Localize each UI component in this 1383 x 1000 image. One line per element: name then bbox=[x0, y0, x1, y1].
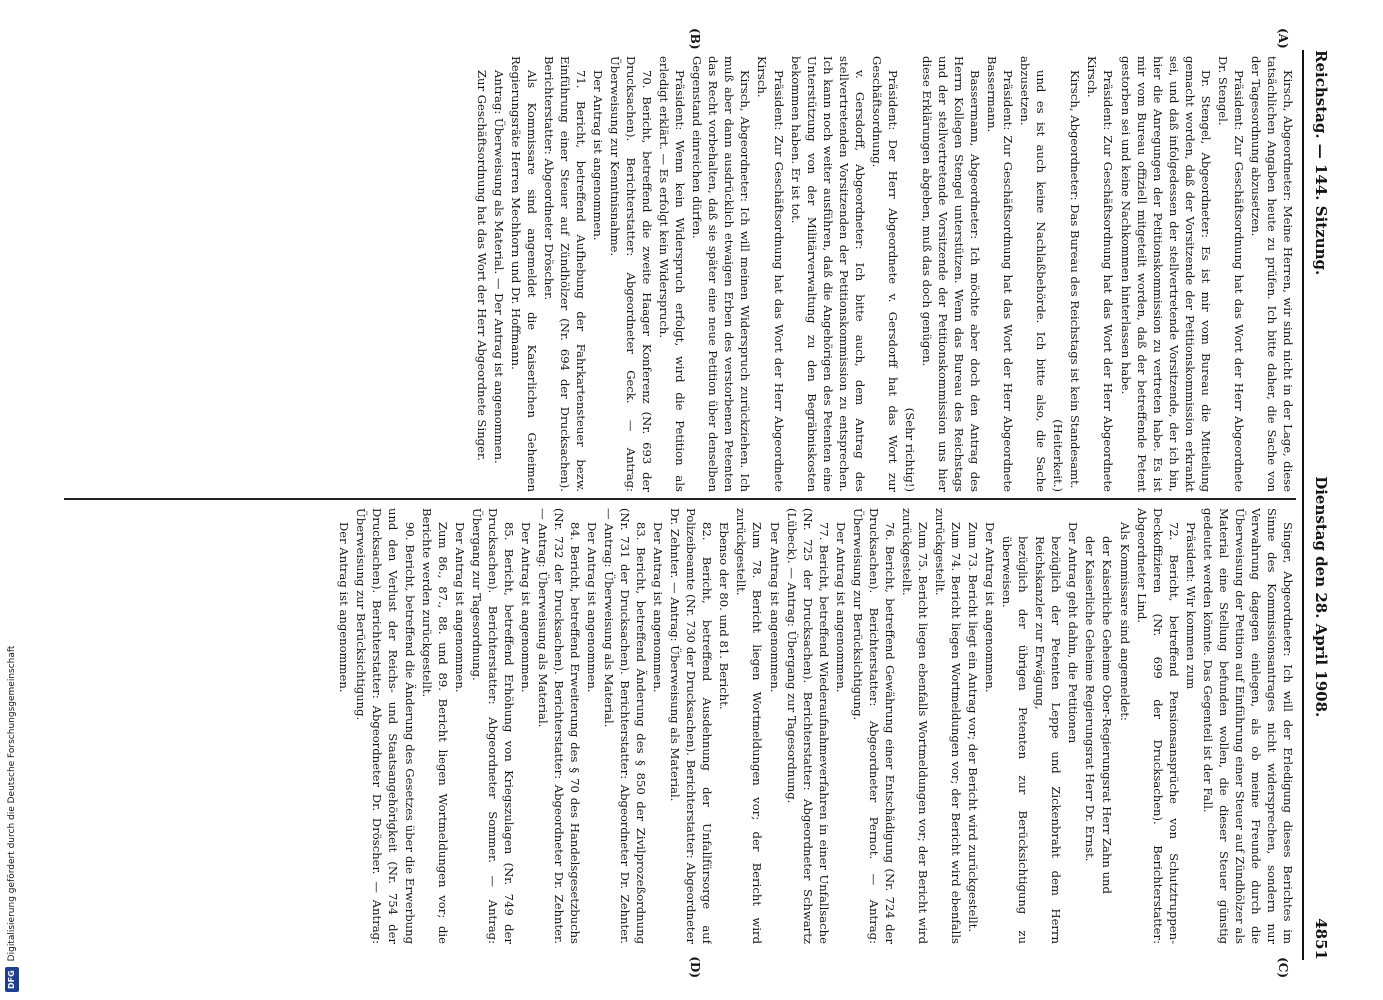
paragraph: der Kaiserliche Geheime Regierungsrat Herr Dr. Ernst. bbox=[1082, 536, 1097, 862]
paragraph: Der Antrag ist angenommen. bbox=[452, 522, 467, 693]
paragraph: Als Kommissare sind angemeldet die Kaiserlichen Geheimen Regierungsräte Herren Mechhorn und Dr. Hoffmann. bbox=[508, 56, 539, 492]
paragraph: Kirsch, Abgeordneter: Das Bureau des Reichstags ist kein Standesamt. bbox=[1067, 70, 1082, 489]
paragraph: Präsident: Zur Geschäftsordnung hat das Wort der Herr Abgeordnete Kirsch. bbox=[755, 56, 786, 492]
margin-marker-d: (D) bbox=[687, 956, 702, 978]
dfg-logo: DFG bbox=[5, 967, 19, 992]
paragraph: Zum 74. Bericht liegen Wortmeldungen vor; der Bericht wird ebenfalls zurückgestellt. bbox=[932, 508, 963, 944]
paragraph: Als Kommissare sind angemeldet: bbox=[1117, 522, 1132, 721]
paragraph: Zur Geschäftsordnung hat das Wort der Herr Abgeordnete Singer. bbox=[474, 70, 489, 461]
right-column bbox=[64, 508, 1296, 944]
page-header bbox=[1308, 50, 1334, 960]
paragraph: Kirsch, Abgeordneter: Meine Herren, wir sind nicht in der Lage, diese tatsächlichen Angaben heute zu prüfen. Ich bitte daher, die Sache von der Tagesordnung abzusetzen. bbox=[1248, 56, 1295, 492]
paragraph: Der Antrag ist angenommen. bbox=[650, 522, 665, 693]
paragraph: Präsident: Der Herr Abgeordnete v. Gersdorff hat das Wort zur Geschäftsordnung. bbox=[869, 56, 900, 492]
paragraph: Der Antrag ist angenommen. bbox=[833, 522, 848, 693]
margin-marker-a: (A) bbox=[1275, 28, 1290, 49]
paragraph: Zum 75. Bericht liegen ebenfalls Wortmeldungen vor; der Bericht wird zurückgestellt. bbox=[899, 508, 930, 944]
paragraph: Antrag: Überweisung als Material. — Der Antrag ist angenommen. bbox=[491, 70, 506, 464]
paragraph: und es ist auch keine Nachlaßbehörde. Ich bitte also, die Sache abzusetzen. bbox=[1017, 56, 1048, 492]
paragraph: Präsident: Zur Geschäftsordnung hat das Wort der Herr Abgeordnete Kirsch. bbox=[1084, 56, 1115, 492]
footer-credit bbox=[2, 0, 22, 1000]
margin-marker-c: (C) bbox=[1275, 957, 1290, 978]
page-number: 4851 bbox=[1311, 918, 1330, 960]
header-rule bbox=[1302, 50, 1304, 960]
margin-marker-b: (B) bbox=[687, 28, 702, 50]
header-left: Reichstag. — 144. Sitzung. bbox=[1311, 50, 1330, 276]
footer-text: Digitalisierung gefördert durch die Deutsche Forschungsgemeinschaft bbox=[7, 645, 17, 962]
paragraph: 85. Bericht, betreffend Erhöhung von Kriegszulagen (Nr. 749 der Drucksachen). Berichterstatter: Abgeordneter Sommer. — Antrag: Übergang zur Tagesordnung. bbox=[469, 508, 516, 944]
paragraph: 72. Bericht, betreffend Pensionsansprüche von Schutztruppen-Deckoffizieren (Nr. 699 der Drucksachen). Berichterstatter: Abgeordneter Lind. bbox=[1134, 508, 1181, 944]
paragraph: 90. Bericht, betreffend die Änderung des Gesetzes über die Erwerbung und den Verlust der Reichs- und Staatsangehörigkeit (Nr. 754 der Drucksachen). Berichterstatter: Abgeordneter Dr. Dröscher. — Antrag: Überweisung zur Berücksichtigung. bbox=[353, 508, 417, 944]
left-column bbox=[64, 56, 1296, 492]
paragraph: Präsident: Wenn kein Widerspruch erfolgt, wird die Petition als erledigt erklärt. — Es erfolgt kein Widerspruch. bbox=[656, 56, 687, 492]
paragraph: Ebenso der 80. und 81. Bericht. bbox=[716, 522, 731, 710]
paragraph: Der Antrag ist angenommen. bbox=[584, 522, 599, 693]
paragraph: Der Antrag ist angenommen. bbox=[590, 70, 605, 241]
document-page bbox=[42, 20, 1342, 980]
paragraph: Zum 73. Bericht liegt ein Antrag vor; der Bericht wird zurückgestellt. bbox=[965, 522, 980, 933]
paragraph: bezüglich der übrigen Petenten zur Berücksichtigung zu überweisen. bbox=[999, 536, 1030, 944]
paragraph: Zum 78. Bericht liegen Wortmeldungen vor; der Bericht wird zurückgestellt. bbox=[733, 508, 764, 944]
paragraph: Der Antrag ist angenommen. bbox=[767, 522, 782, 693]
paragraph: Präsident: Wir kommen zum bbox=[1183, 522, 1198, 690]
paragraph: 83. Bericht, betreffend Änderung des § 850 der Zivilprozeßordnung (Nr. 731 der Drucksachen). Berichterstatter: Abgeordneter Dr. Zehnter. — Antrag: Überweisung als Material. bbox=[601, 508, 648, 944]
paragraph: 71. Bericht, betreffend Aufhebung der Fahrkartensteuer bezw. Einführung einer Steuer auf Zündhölzer (Nr. 694 der Drucksachen). Berichterstatter: Abgeordneter Dröscher. bbox=[541, 56, 588, 492]
paragraph: Der Antrag ist angenommen. bbox=[518, 522, 533, 693]
paragraph: Bassermann, Abgeordneter: Ich möchte aber doch den Antrag des Herrn Kollegen Stengel unterstützen. Wenn das Bureau des Reichstags und der stellvertretende Vorsitzende der Petitionskommission uns hier diese Erklärungen abgeben, muß das doch genügen. bbox=[919, 56, 982, 492]
paragraph: Dr. Stengel, Abgeordneter: Es ist mir vom Bureau die Mitteilung gemacht worden, daß der Vorsitzende der Petitionskommission erkrankt sei, und daß infolgedessen der stellvertretende Vorsitzende, der ich bin, hier die Anregungen der Petitionskommission zu vertreten habe. Es ist mir vom Bureau offiziell mitgeteilt worden, daß der betreffende Petent gestorben sei und keine Nachkommen hinterlassen habe. bbox=[1118, 56, 1213, 492]
paragraph: der Kaiserliche Geheime Ober-Regierungsrat Herr Zahn und bbox=[1099, 536, 1114, 894]
paragraph: 77. Bericht, betreffend Wiederaufnahmeverfahren in einer Unfallsache (Nr. 725 der Drucksachen). Berichterstatter: Abgeordneter Schwartz (Lübeck). — Antrag: Übergang zur Tagesordnung. bbox=[784, 508, 831, 944]
paragraph: Zum 86., 87., 88. und 89. Bericht liegen Wortmeldungen vor; die Berichte werden zurückgestellt. bbox=[419, 508, 450, 944]
header-middle: Dienstag den 28. April 1908. bbox=[1311, 476, 1330, 718]
paragraph: Der Antrag ist angenommen. bbox=[982, 522, 997, 693]
paragraph: v. Gersdorff, Abgeordneter: Ich bitte auch, dem Antrag des stellvertretenden Vorsitzenden der Petitionskommission zu entsprechen. Ich kann noch weiter ausführen, daß die Angehörigen des Petenten eine Unterstützung von der Militärverwaltung zu den Begräbniskosten bekommen haben. Er ist tot. bbox=[788, 56, 867, 492]
paragraph: bezüglich der Petenten Leppe und Zickenbraht dem Herrn Reichskanzler zur Erwägung, bbox=[1032, 536, 1063, 944]
paragraph: 82. Bericht, betreffend Ausdehnung der Unfallfürsorge auf Polizeibeamte (Nr. 730 der Drucksachen). Berichterstatter: Abgeordneter Dr. Zehnter. — Antrag: Überweisung als Material. bbox=[667, 508, 714, 944]
paragraph: Der Antrag geht dahin, die Petitionen bbox=[1065, 522, 1080, 744]
column-separator bbox=[64, 498, 1296, 500]
paragraph: Präsident: Zur Geschäftsordnung hat das Wort der Herr Abgeordnete Dr. Stengel. bbox=[1215, 56, 1246, 492]
paragraph: Präsident: Zur Geschäftsordnung hat das Wort der Herr Abgeordnete Bassermann. bbox=[984, 56, 1015, 492]
paragraph: (Sehr richtig!) bbox=[902, 407, 917, 492]
paragraph: (Heiterkeit.) bbox=[1050, 419, 1065, 492]
paragraph: 76. Bericht, betreffend Gewährung einer Entschädigung (Nr. 724 der Drucksachen). Berichterstatter: Abgeordneter Pernot. — Antrag: Überweisung zur Berücksichtigung. bbox=[850, 508, 897, 944]
paragraph: 70. Bericht, betreffend die zweite Haager Konferenz (Nr. 693 der Drucksachen). Berichterstatter: Abgeordneter Geck. — Antrag: Überweisung zur Kenntnisnahme. bbox=[607, 56, 654, 492]
paragraph: Kirsch, Abgeordneter: Ich will meinen Widerspruch zurückziehen. Ich muß aber dann ausdrücklich etwaigen Erben des verstorbenen Petenten das Recht vorbehalten, daß sie später eine neue Petition über denselben Gegenstand einreichen dürfen. bbox=[689, 56, 752, 492]
paragraph: 84. Bericht, betreffend Erweiterung des § 70 des Handelsgesetzbuchs (Nr. 732 der Drucksachen). Berichterstatter: Abgeordneter Dr. Zehnter. — Antrag: Überweisung als Material. bbox=[535, 508, 582, 944]
paragraph: Der Antrag ist angenommen. bbox=[336, 522, 351, 693]
paragraph: Singer, Abgeordneter: Ich will der Erledigung dieses Berichtes im Sinne des Kommissionsantrages nicht widersprechen, sondern nur Verwahrung dagegen einlegen, als ob meine Freunde durch die Überweisung der Petition auf Einführung einer Steuer auf Zündhölzer als Material eine Stellung befunden wollen, die dieser Steuer günstig gedeutet werden könnte. Das Gegenteil ist der Fall. bbox=[1200, 508, 1295, 944]
